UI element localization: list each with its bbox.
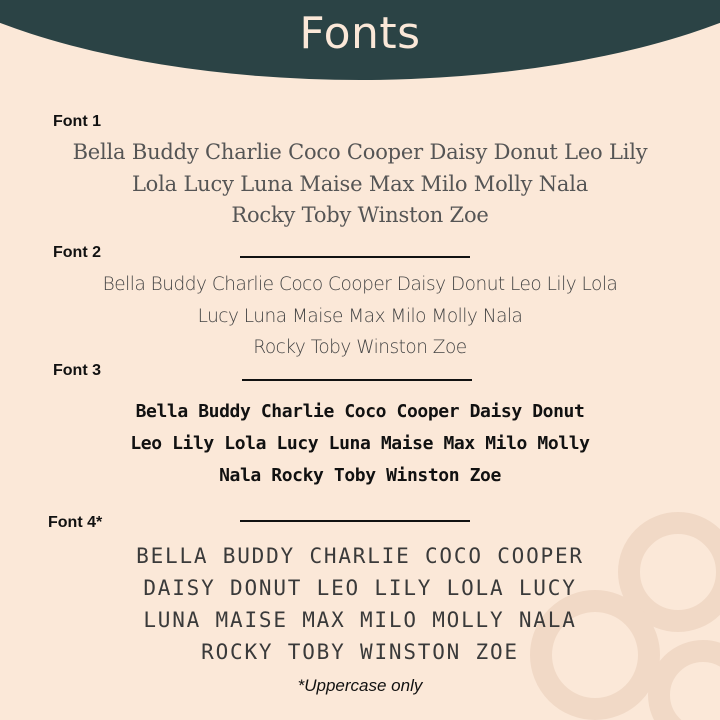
font-1-line: Lola Lucy Luna Maise Max Milo Molly Nala xyxy=(131,171,589,196)
font-2-line: Bella Buddy Charlie Coco Cooper Daisy Donut Leo Lily Lola xyxy=(102,274,618,295)
font-3-line: Bella Buddy Charlie Coco Cooper Daisy Donut xyxy=(135,401,585,422)
font-4-line: BELLA BUDDY CHARLIE COCO COOPER xyxy=(136,544,584,568)
font-1-line: Bella Buddy Charlie Coco Cooper Daisy Donut Leo Lily xyxy=(72,140,648,164)
font-3-sample xyxy=(0,396,720,492)
font-3-line: Leo Lily Lola Lucy Luna Maise Max Milo Molly xyxy=(130,433,590,454)
page-title: Fonts xyxy=(299,8,421,59)
font-3-line: Nala Rocky Toby Winston Zoe xyxy=(219,465,501,486)
font-1-label: Font 1 xyxy=(53,113,101,130)
font-4-sample xyxy=(0,540,720,668)
uppercase-note: *Uppercase only xyxy=(297,676,423,695)
divider xyxy=(240,256,470,258)
font-3-label: Font 3 xyxy=(53,362,101,379)
font-2-line: Rocky Toby Winston Zoe xyxy=(253,337,467,358)
font-1-line: Rocky Toby Winston Zoe xyxy=(231,203,489,227)
font-4-label: Font 4* xyxy=(48,514,103,531)
font-2-sample xyxy=(0,269,720,364)
font-1-sample xyxy=(0,137,720,232)
divider xyxy=(242,379,472,381)
font-4-line: LUNA MAISE MAX MILO MOLLY NALA xyxy=(143,608,577,632)
font-4-line: ROCKY TOBY WINSTON ZOE xyxy=(201,640,519,664)
font-4-line: DAISY DONUT LEO LILY LOLA LUCY xyxy=(143,576,577,600)
font-2-label: Font 2 xyxy=(53,244,101,261)
divider xyxy=(240,520,470,522)
font-2-line: Lucy Luna Maise Max Milo Molly Nala xyxy=(197,305,523,327)
